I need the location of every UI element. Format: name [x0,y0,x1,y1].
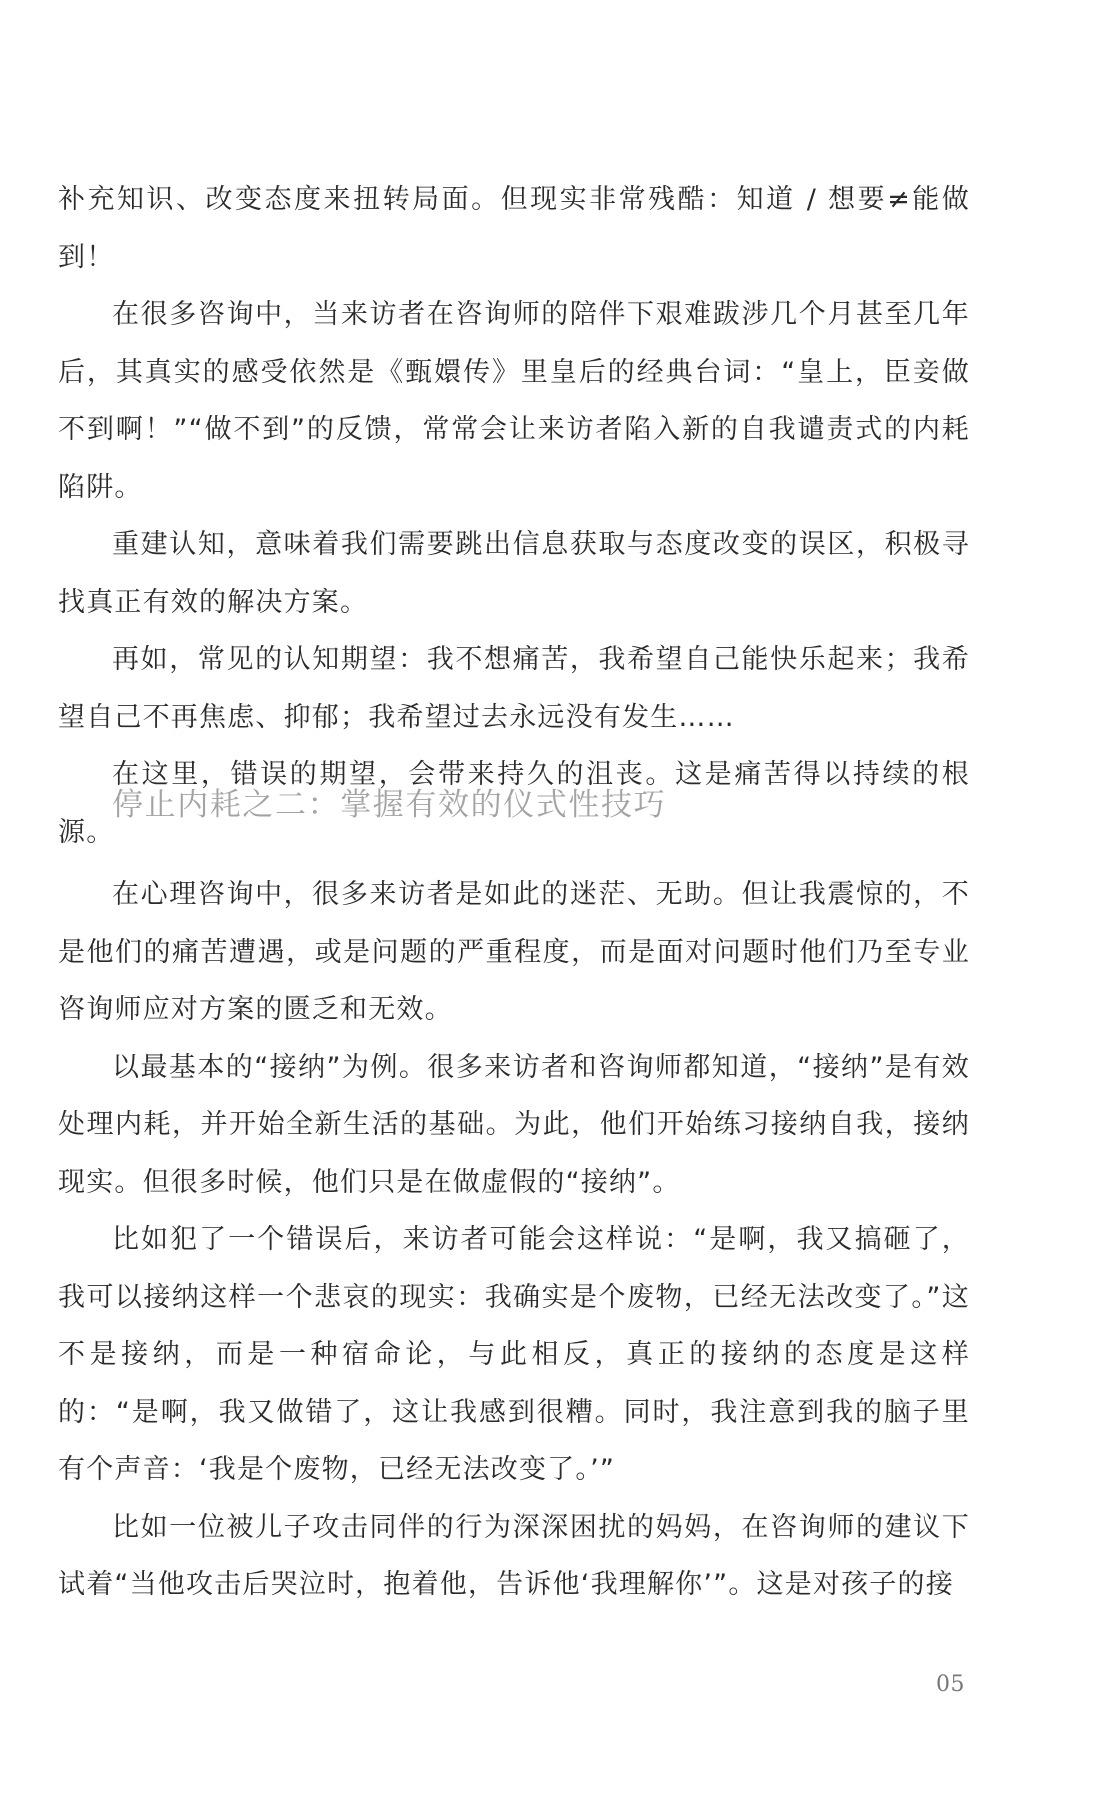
paragraph: 在很多咨询中，当来访者在咨询师的陪伴下艰难跋涉几个月甚至几年后，其真实的感受依然是《甄嬛传》里皇后的经典台词：“皇上，臣妾做不到啊！”“做不到”的反馈，常常会让来访者陷入新的自我谴责式的内耗陷阱。 [58,299,970,503]
paragraph: 以最基本的“接纳”为例。很多来访者和咨询师都知道，“接纳”是有效处理内耗，并开始全新生活的基础。为此，他们开始练习接纳自我，接纳现实。但很多时候，他们只是在做虚假的“接纳”。 [58,1051,970,1198]
page-number: 05 [936,1672,965,1697]
paragraph: 在心理咨询中，很多来访者是如此的迷茫、无助。但让我震惊的，不是他们的痛苦遭遇，或是问题的严重程度，而是面对问题时他们乃至专业咨询师应对方案的匮乏和无效。 [58,879,970,1025]
paragraph: 再如，常见的认知期望：我不想痛苦，我希望自己能快乐起来；我希望自己不再焦虑、抑郁；我希望过去永远没有发生…… [58,644,970,733]
section-one-text [58,171,970,861]
paragraph: 比如犯了一个错误后，来访者可能会这样说：“是啊，我又搞砸了，我可以接纳这样一个悲哀的现实：我确实是个废物，已经无法改变了。”这不是接纳，而是一种宿命论，与此相反，真正的接纳的态度是这样的：“是啊，我又做错了，这让我感到很糟。同时，我注意到我的脑子里有个声音：‘我是个废物，已经无法改变了。’” [58,1224,970,1485]
section-two-text [58,866,970,1614]
paragraph: 比如一位被儿子攻击同伴的行为深深困扰的妈妈，在咨询师的建议下试着“当他攻击后哭泣时，抱着他，告诉他‘我理解你’”。这是对孩子的接 [58,1511,970,1600]
paragraph-continuation: 补充知识、改变态度来扭转局面。但现实非常残酷：知道 / 想要≠能做到！ [58,184,970,273]
paragraph: 在这里，错误的期望，会带来持久的沮丧。这是痛苦得以持续的根源。 [58,759,970,848]
section-heading: 停止内耗之二：掌握有效的仪式性技巧 [112,787,667,823]
paragraph: 重建认知，意味着我们需要跳出信息获取与态度改变的误区，积极寻找真正有效的解决方案。 [58,529,970,618]
